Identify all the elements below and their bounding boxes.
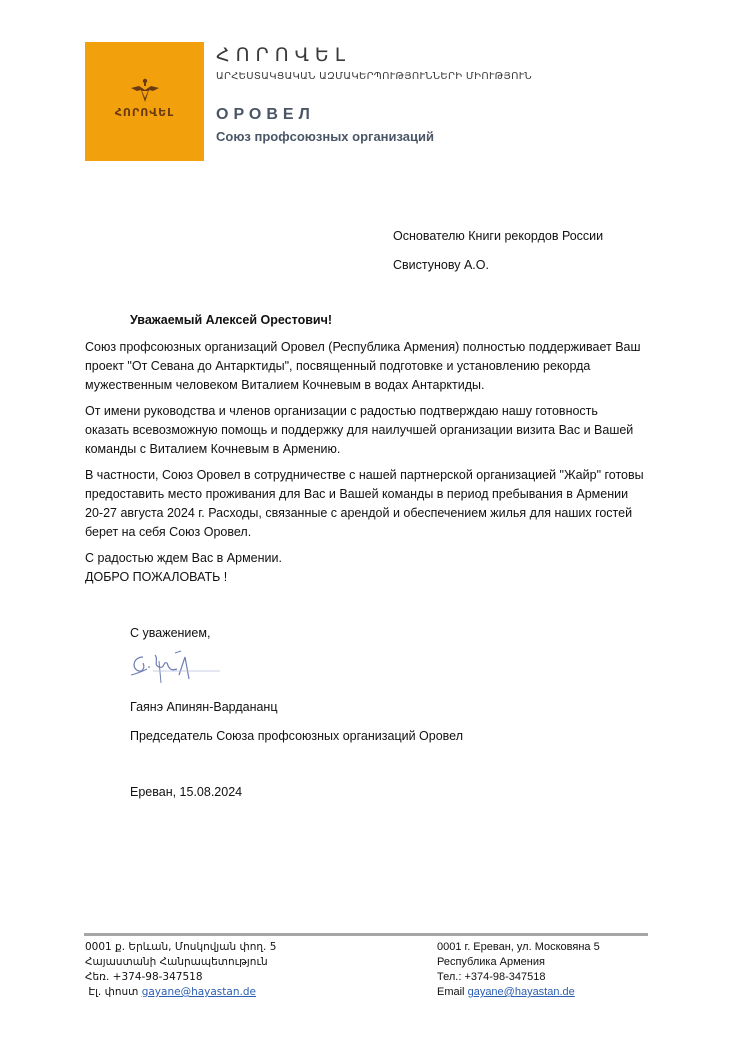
footer-left-email-label: Էլ. փոստ	[88, 986, 139, 998]
footer-left-phone: Հեռ. +374-98-347518	[85, 971, 203, 983]
russian-org-name: ОРОВЕЛ	[216, 106, 315, 123]
closing-line-2: ДОБРО ПОЖАЛОВАТЬ !	[85, 570, 228, 584]
armenian-org-subtitle: ԱՐՀԵՍՏԱԿՑԱԿԱՆ ԱԶՄԱԿԵՐՊՈՒԹՅՈՒՆՆԵՐԻ ՄԻՈՒԹՅՈՒՆ	[216, 71, 532, 82]
footer-right-email-row	[437, 985, 600, 1000]
place-and-date: Ереван, 15.08.2024	[130, 785, 243, 799]
footer-right-email-label: Email	[437, 986, 465, 998]
footer-left-address: 0001 ք. Երևան, Մոսկովյան փող. 5	[85, 941, 277, 953]
footer-right-address: 0001 г. Ереван, ул. Московяна 5	[437, 941, 600, 953]
footer-right-country: Республика Армения	[437, 956, 545, 968]
footer-right-phone: Тел.: +374-98-347518	[437, 971, 546, 983]
armenian-org-name: ՀՈՐՈՎԵԼ	[216, 44, 351, 66]
footer-left-email-link[interactable]: gayane@hayastan.de	[141, 986, 256, 998]
footer-left-email-row	[85, 985, 276, 1000]
footer-left-country: Հայաստանի Հանրապետություն	[85, 956, 268, 968]
footer-right-email-link[interactable]: gayane@hayastan.de	[467, 986, 575, 998]
letter-paragraph-1: Союз профсоюзных организаций Оровел (Республика Армения) полностью поддерживает Ваш проект "От Севана до Антарктиды", посвященный подготовке и установлению рекорда мужественным человеком Виталием Кочневым в водах Антарктиды.	[85, 340, 641, 392]
footer-armenian-contacts	[85, 940, 276, 1000]
recipient-line-2: Свистунову А.О.	[393, 258, 489, 272]
signatory-name: Гаянэ Апинян-Вардананц	[130, 700, 278, 714]
russian-org-subtitle: Союз профсоюзных организаций	[216, 129, 435, 144]
letter-paragraph-3: В частности, Союз Оровел в сотрудничестве с нашей партнерской организацией "Жайр" готовы предоставить место проживания для Вас и Вашей команды в период пребывания в Армении 20-27 августа 2024 г. Расходы, связанные с арендой и обеспечением жилья для наших гостей берет на себя Союз Оровел.	[85, 468, 644, 539]
handwritten-signature-icon	[125, 647, 225, 687]
logo-wordmark: ՀՈՐՈՎԵԼ	[114, 107, 175, 119]
letter-greeting: Уважаемый Алексей Орестович!	[130, 313, 332, 327]
letter-closing	[85, 549, 645, 587]
closing-line-1: С радостью ждем Вас в Армении.	[85, 551, 282, 565]
organization-logo	[85, 42, 204, 161]
signature-regards: С уважением,	[130, 626, 211, 640]
signatory-title: Председатель Союза профсоюзных организаций Оровел	[130, 729, 463, 743]
recipient-line-1: Основателю Книги рекордов России	[393, 229, 604, 243]
logo-emblem-icon	[127, 78, 163, 106]
footer-divider	[84, 933, 648, 936]
footer-russian-contacts	[437, 940, 600, 1000]
letter-paragraph-2: От имени руководства и членов организации с радостью подтверждаю нашу готовность оказать всевозможную помощь и поддержку для наилучшей организации визита Вас и Вашей команды с Виталием Кочневым в Армению.	[85, 404, 634, 456]
